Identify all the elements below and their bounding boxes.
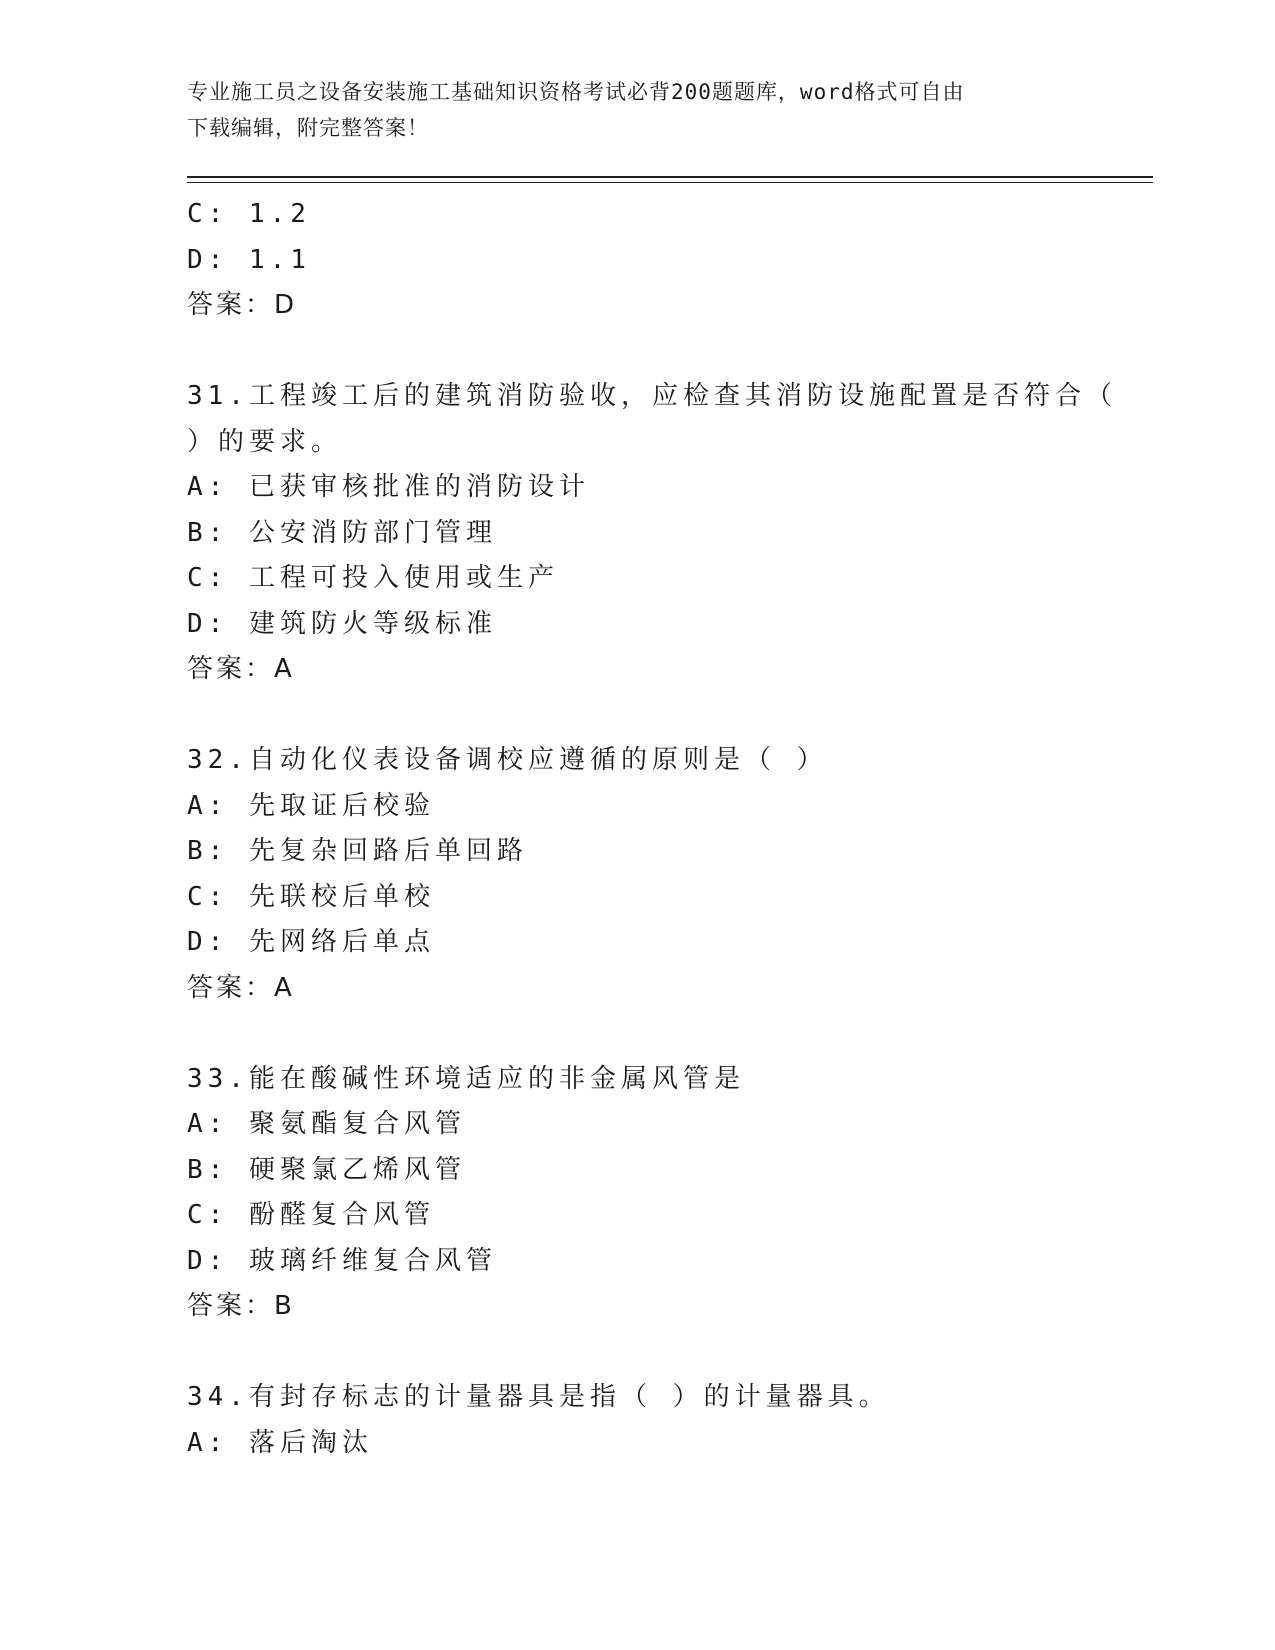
option-b: B: 硬聚氯乙烯风管 (187, 1154, 466, 1185)
option-c: C: 先联校后单校 (187, 881, 435, 912)
option-d: D: 先网络后单点 (187, 927, 435, 957)
option-c: C: 工程可投入使用或生产 (187, 563, 559, 593)
document-header (187, 74, 1067, 146)
question-stem: 31.工程竣工后的建筑消防验收，应检查其消防设施配置是否符合（ (187, 381, 1117, 411)
spacer (187, 1330, 1067, 1376)
header-divider-thin (187, 182, 1153, 183)
answer-line: 答案：A (187, 654, 295, 684)
question-stem-cont: ）的要求。 (187, 426, 343, 457)
option-c: C: 酚醛复合风管 (187, 1200, 435, 1230)
option-d: D: 1.1 (187, 244, 311, 275)
option-b: B: 先复杂回路后单回路 (187, 836, 528, 866)
spacer (187, 329, 1067, 375)
answer-line: 答案：B (187, 1291, 295, 1321)
question-stem: 33.能在酸碱性环境适应的非金属风管是 (187, 1063, 745, 1094)
option-d: D: 玻璃纤维复合风管 (187, 1245, 497, 1276)
header-divider (187, 176, 1153, 178)
answer-line: 答案：A (187, 972, 295, 1003)
option-a: A: 已获审核批准的消防设计 (187, 472, 590, 502)
header-line-1: 专业施工员之设备安装施工基础知识资格考试必背200题题库，word格式可自由 (187, 80, 965, 104)
spacer (187, 1011, 1067, 1057)
spacer (187, 693, 1067, 739)
answer-line: 答案：D (187, 290, 298, 320)
option-a: A: 聚氨酯复合风管 (187, 1109, 466, 1139)
question-stem: 32.自动化仪表设备调校应遵循的原则是（ ） (187, 745, 828, 775)
header-line-2: 下载编辑，附完整答案！ (187, 116, 429, 140)
option-b: B: 公安消防部门管理 (187, 517, 497, 548)
option-c: C: 1.2 (187, 199, 311, 229)
question-stem: 34.有封存标志的计量器具是指（ ）的计量器具。 (187, 1382, 890, 1412)
option-d: D: 建筑防火等级标准 (187, 608, 497, 639)
option-a: A: 落后淘汰 (187, 1427, 373, 1458)
question-list (187, 192, 1117, 1466)
option-a: A: 先取证后校验 (187, 790, 435, 821)
